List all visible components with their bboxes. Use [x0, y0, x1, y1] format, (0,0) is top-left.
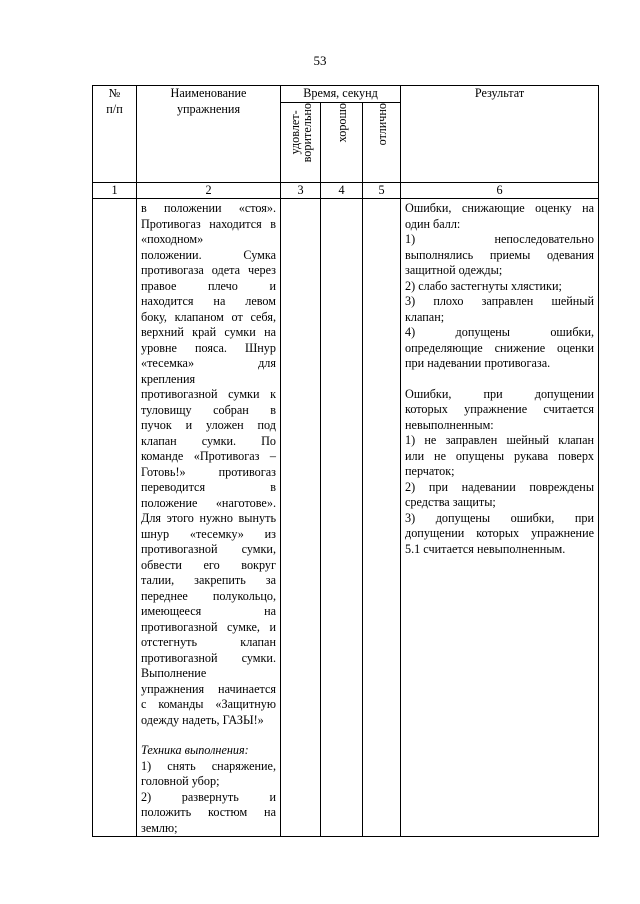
- technique-text-line: землю;: [141, 820, 178, 835]
- exercise-text-line: отстегнуть клапан: [141, 635, 276, 649]
- header-time-group: Время, секунд: [281, 86, 401, 103]
- exercise-text-line: крепления: [141, 371, 196, 386]
- row-number-cell: [93, 199, 137, 837]
- header-satisfactory: удовлет- ворительно: [281, 102, 321, 182]
- result-text-line: Ошибки, при допущении: [405, 386, 595, 401]
- exercise-text-line: туловищу собран в: [141, 402, 276, 417]
- result-text-line: невыполненным:: [405, 417, 494, 432]
- exercise-text-line: боку, клапаном от себя,: [141, 309, 276, 324]
- exercise-text-line: Выполнение: [141, 666, 207, 680]
- result-text-line: 4) допущены ошибки,: [405, 325, 595, 339]
- header-name-line1: Наименование: [170, 86, 247, 100]
- exercise-text-line: с команды «Защитную: [141, 697, 276, 711]
- exercise-text-line: противогаза одета через: [141, 263, 276, 277]
- header-number-sub: п/п: [106, 101, 123, 116]
- exercise-table: [92, 85, 599, 837]
- technique-text-line: 2) развернуть и: [141, 789, 276, 804]
- col-number-4: 4: [321, 182, 363, 199]
- exercise-text-line: положение «наготове».: [141, 495, 276, 510]
- result-text-line: Ошибки, снижающие оценку на: [405, 201, 595, 215]
- result-text-line: средства защиты;: [405, 495, 496, 509]
- header-number-cell: [93, 86, 137, 183]
- exercise-text-line: противогазной сумке, и: [141, 619, 276, 634]
- exercise-text-line: верхний край сумки на: [141, 325, 276, 339]
- result-text-line: 1) непоследовательно: [405, 232, 595, 246]
- result-text-line: 3) допущены ошибки, при: [405, 510, 595, 525]
- exercise-description: [137, 199, 281, 837]
- page-number: 53: [313, 53, 327, 68]
- result-text-line: клапан;: [405, 309, 445, 324]
- header-result: Результат: [401, 86, 599, 183]
- result-text-line: 2) при надевании повреждены: [405, 479, 595, 494]
- exercise-text-line: Противогаз находится в: [141, 216, 276, 231]
- exercise-text-line: талии, закрепить за: [141, 573, 276, 587]
- exercise-text-line: переднее полукольцо,: [141, 588, 276, 603]
- exercise-text-line: противогазной сумки к: [141, 387, 276, 401]
- exercise-text-line: уровне пояса. Шнур: [141, 340, 276, 355]
- exercise-text-line: «тесемка» для: [141, 356, 276, 370]
- technique-title: Техника выполнения:: [141, 743, 249, 757]
- exercise-text-line: переводится в: [141, 480, 276, 494]
- exercise-text-line: обвести его вокруг: [141, 557, 276, 572]
- exercise-text-line: имеющееся на: [141, 604, 276, 618]
- result-text-line: 2) слабо застегнуты хлястики;: [405, 278, 562, 293]
- col-number-6: 6: [401, 182, 599, 199]
- result-text-line: 3) плохо заправлен шейный: [405, 294, 595, 308]
- exercise-text-line: одежду надеть, ГАЗЫ!»: [141, 712, 264, 727]
- exercise-text-line: правое плечо и: [141, 278, 276, 293]
- result-text-line: защитной одежды;: [405, 263, 503, 277]
- exercise-text-line: клапан сумки. По: [141, 433, 276, 448]
- col-number-1: 1: [93, 182, 137, 199]
- time-good-cell: [321, 199, 363, 837]
- time-excellent-cell: [363, 199, 401, 837]
- result-text-line: один балл:: [405, 216, 461, 231]
- technique-text-line: 1) снять снаряжение,: [141, 758, 276, 773]
- result-text-line: 1) не заправлен шейный клапан: [405, 433, 595, 447]
- header-excellent: отлично: [363, 102, 401, 182]
- header-name-cell: [137, 86, 281, 183]
- result-text-line: или не опущены рукава поверх: [405, 448, 595, 463]
- exercise-text-line: Для этого нужно вынуть: [141, 511, 276, 525]
- header-good: хорошо: [321, 102, 363, 182]
- col-number-2: 2: [137, 182, 281, 199]
- time-satisfactory-cell: [281, 199, 321, 837]
- exercise-text-line: «походном»: [141, 232, 204, 246]
- exercise-text-line: шнур «тесемку» из: [141, 526, 276, 541]
- exercise-text-line: пучок и уложен под: [141, 418, 276, 432]
- exercise-text-line: в положении «стоя».: [141, 201, 276, 215]
- exercise-text-line: Готовь!» противогаз: [141, 464, 276, 479]
- result-text-line: выполнялись приемы одевания: [405, 247, 595, 262]
- column-numbers-row: [93, 182, 599, 199]
- header-name-line2: упражнения: [176, 101, 241, 116]
- result-text-line: при надевании противогаза.: [405, 356, 551, 370]
- col-number-5: 5: [363, 182, 401, 199]
- exercise-text-line: противогазной сумки.: [141, 650, 276, 665]
- col-number-3: 3: [281, 182, 321, 199]
- result-cell: [401, 199, 599, 837]
- result-text-line: определяющие снижение оценки: [405, 340, 595, 355]
- result-text-line: перчаток;: [405, 464, 455, 478]
- exercise-text-line: находится на левом: [141, 294, 276, 308]
- technique-text-line: положить костюм на: [141, 805, 276, 819]
- result-text-line: которых упражнение считается: [405, 402, 595, 416]
- header-number: №: [108, 86, 121, 100]
- result-text-line: 5.1 считается невыполненным.: [405, 541, 566, 556]
- technique-text-line: головной убор;: [141, 774, 220, 788]
- result-text-line: допущении которых упражнение: [405, 526, 595, 540]
- exercise-text-line: упражнения начинается: [141, 681, 276, 696]
- exercise-text-line: положении. Сумка: [141, 247, 276, 262]
- exercise-text-line: противогазной сумки,: [141, 542, 276, 556]
- exercise-text-line: команде «Противогаз –: [141, 449, 276, 463]
- exercise-row: [93, 199, 599, 837]
